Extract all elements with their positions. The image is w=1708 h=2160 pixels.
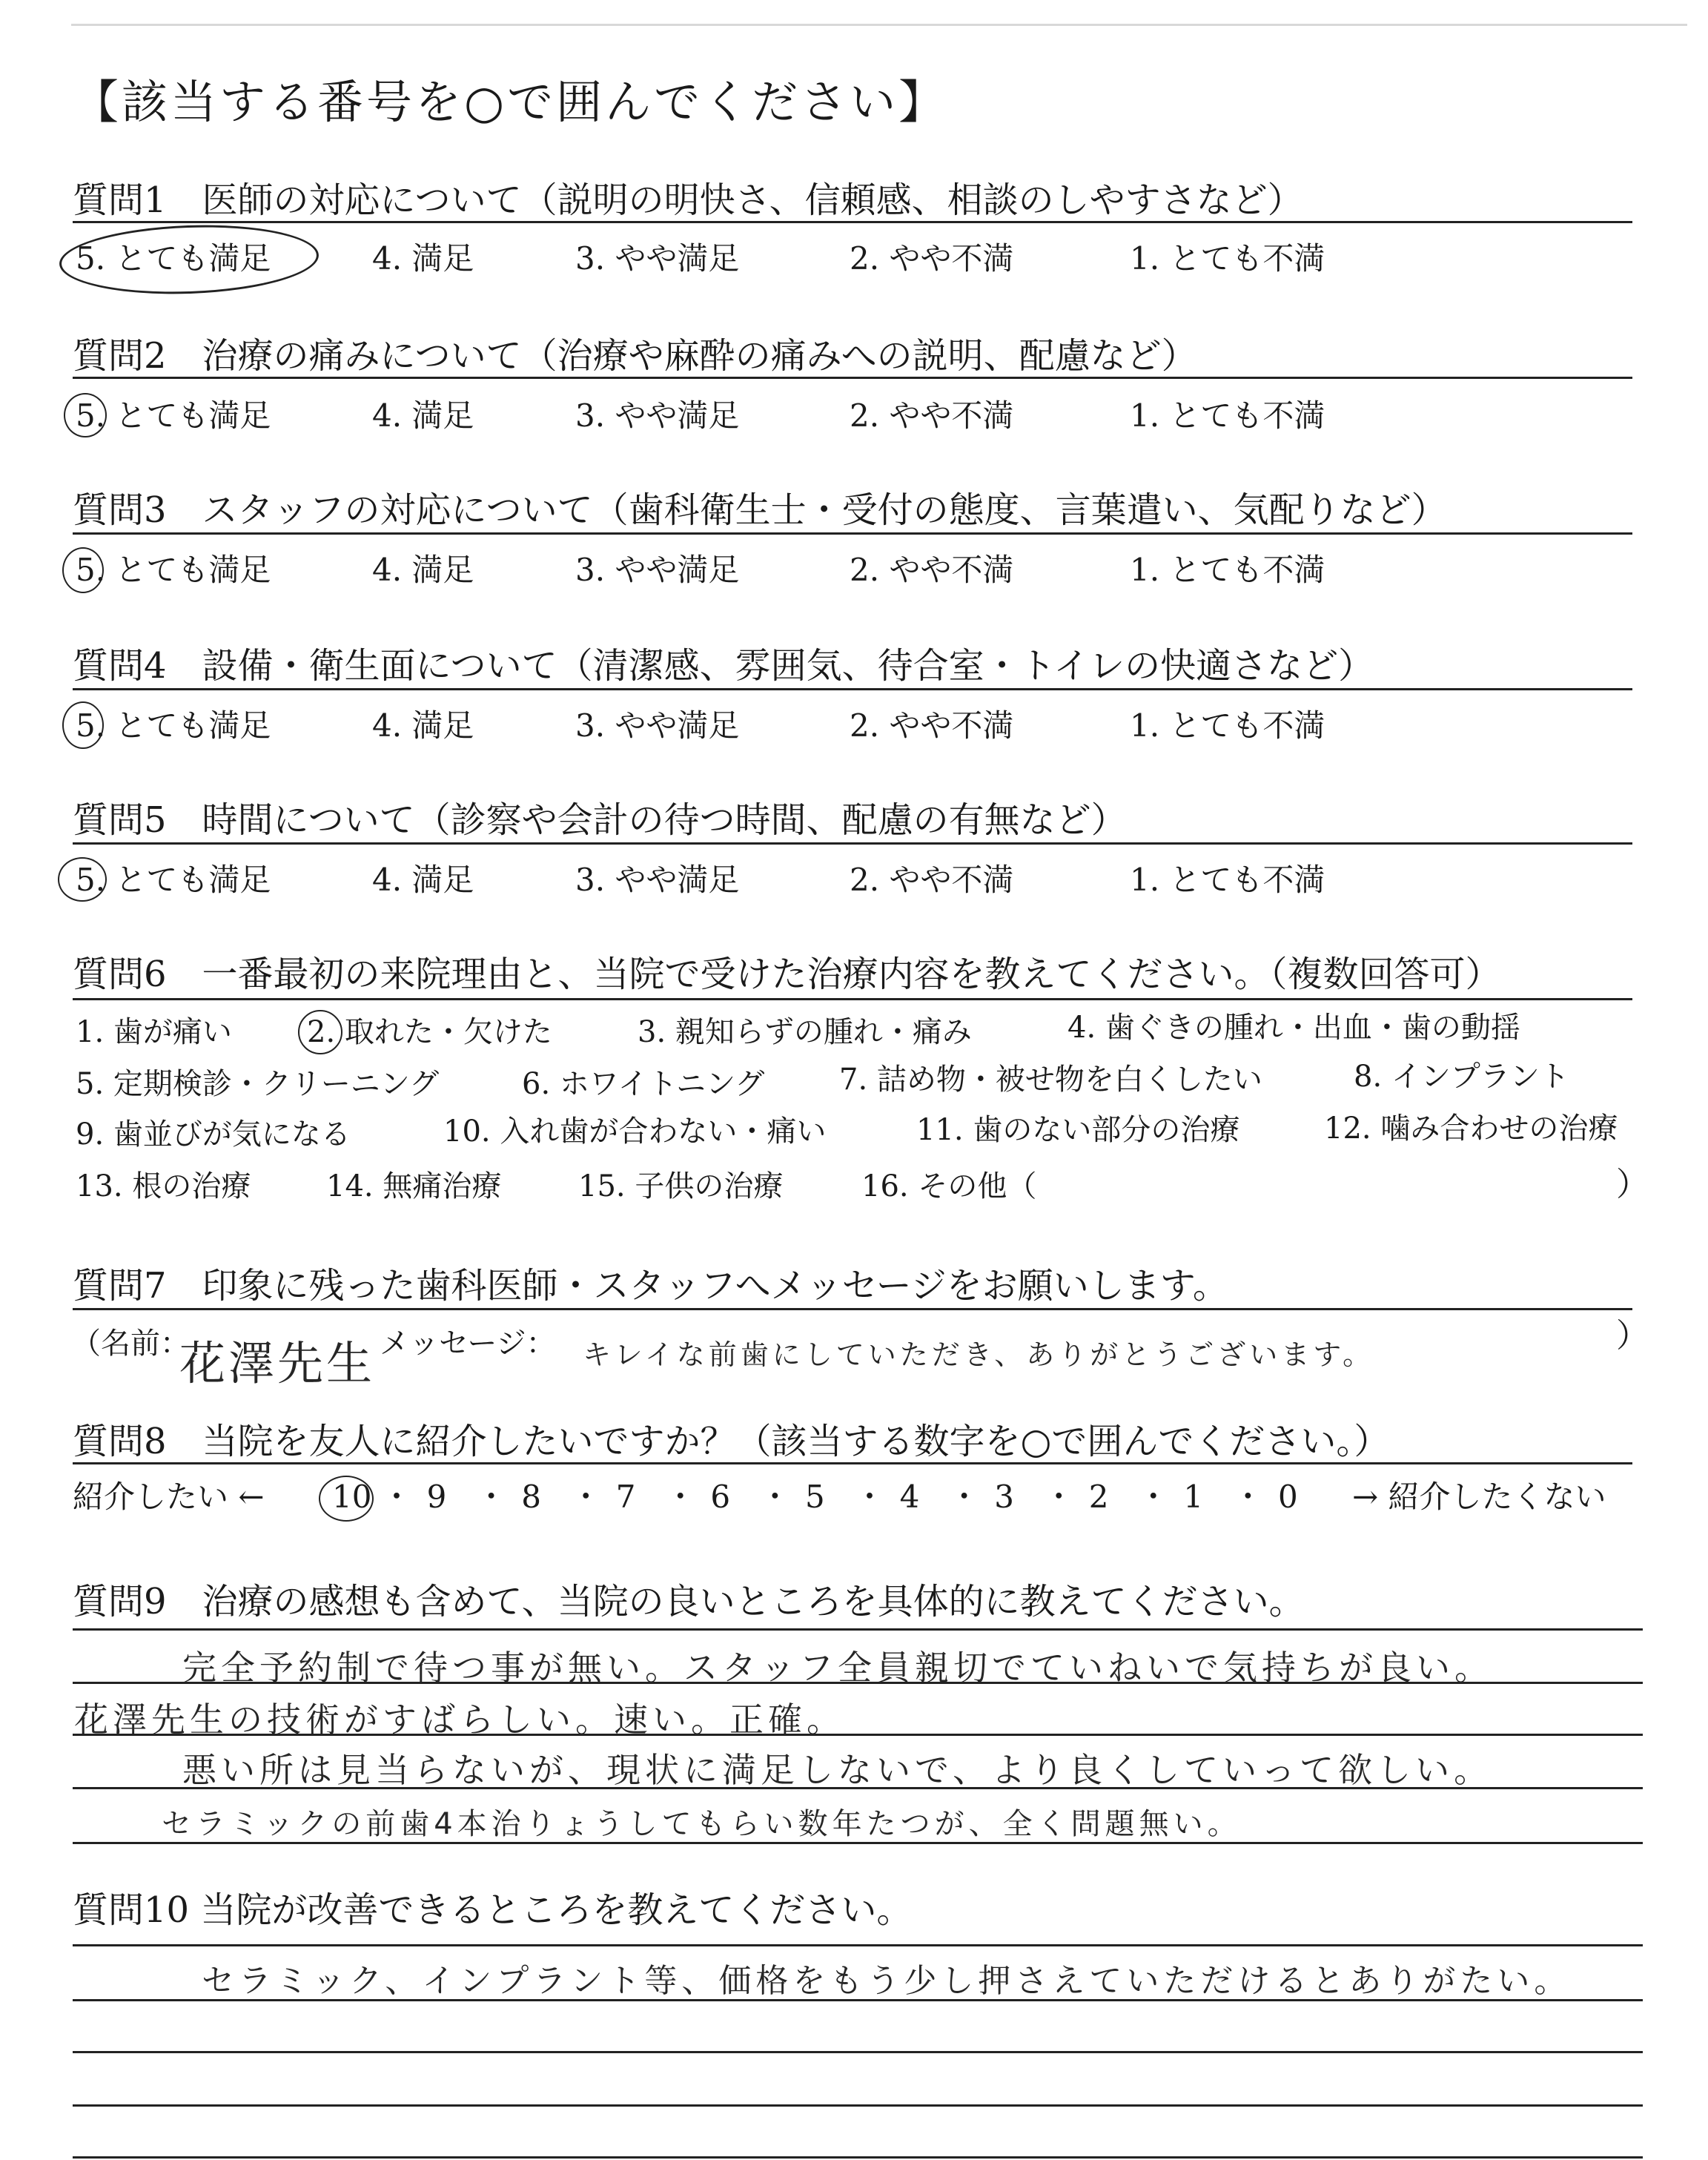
- q6-option-16[interactable]: 16. その他（: [861, 1169, 1037, 1203]
- q10-line: [73, 1944, 1643, 1946]
- q6-option-2[interactable]: 2. 取れた・欠けた: [307, 1015, 552, 1049]
- q6-option-8[interactable]: 8. インプラント: [1354, 1060, 1569, 1094]
- q6-option-9[interactable]: 9. 歯並びが気になる: [76, 1117, 351, 1152]
- q8-scale-separator: ・: [1232, 1479, 1264, 1515]
- q2-option-4[interactable]: 4. 満足: [372, 397, 474, 434]
- q6-option-6[interactable]: 6. ホワイトニング: [522, 1067, 765, 1101]
- q6-option-10[interactable]: 10. 入れ歯が合わない・痛い: [443, 1114, 827, 1149]
- q6-option-12[interactable]: 12. 噛み合わせの治療: [1324, 1112, 1618, 1146]
- q6-option-7[interactable]: 7. 詰め物・被せ物を白くしたい: [839, 1063, 1262, 1097]
- q9-answer-line[interactable]: セラミックの前歯4本治りょうしてもらい数年たつが、全く問題無い。: [162, 1807, 1242, 1841]
- q6-title: 質問6 一番最初の来院理由と、当院で受けた治療内容を教えてください。（複数回答可）: [73, 954, 1501, 995]
- q8-right-label: → 紹介したくない: [1352, 1479, 1606, 1515]
- q1-rule: [73, 221, 1632, 223]
- q9-line: [73, 1787, 1643, 1789]
- q4-selection-circle: [62, 701, 104, 749]
- q6-option-3[interactable]: 3. 親知らずの腫れ・痛み: [638, 1015, 972, 1049]
- q2-title: 質問2 治療の痛みについて（治療や麻酔の痛みへの説明、配慮など）: [73, 335, 1197, 377]
- q5-option-1[interactable]: 1. とても不満: [1130, 862, 1325, 898]
- q8-scale-option-9[interactable]: 9: [426, 1479, 447, 1515]
- q1-option-4[interactable]: 4. 満足: [372, 240, 474, 277]
- q8-scale-option-3[interactable]: 3: [994, 1479, 1014, 1515]
- q6-selection-circle: [298, 1010, 342, 1054]
- q3-option-4[interactable]: 4. 満足: [372, 552, 474, 588]
- top-border: [71, 24, 1687, 26]
- q3-option-5[interactable]: 5. とても満足: [76, 552, 271, 588]
- q5-option-2[interactable]: 2. やや不満: [850, 862, 1014, 898]
- q5-selection-circle: [58, 857, 107, 902]
- q1-option-3[interactable]: 3. やや満足: [575, 240, 740, 277]
- q3-selection-circle: [62, 547, 104, 593]
- q9-answer-line[interactable]: 花澤先生の技術がすばらしい。速い。正確。: [74, 1700, 845, 1740]
- q8-scale-option-4[interactable]: 4: [899, 1479, 920, 1515]
- q4-option-3[interactable]: 3. やや満足: [575, 707, 740, 744]
- q2-option-1[interactable]: 1. とても不満: [1130, 397, 1325, 434]
- form-title: 【該当する番号を○で囲んでください】: [73, 75, 948, 129]
- q1-title: 質問1 医師の対応について（説明の明快さ、信頼感、相談のしやすさなど）: [73, 179, 1303, 221]
- q4-rule: [73, 688, 1632, 690]
- q6-option-14[interactable]: 14. 無痛治療: [326, 1169, 502, 1203]
- q4-option-2[interactable]: 2. やや不満: [850, 707, 1014, 744]
- q3-option-1[interactable]: 1. とても不満: [1130, 552, 1325, 588]
- q9-line: [73, 1628, 1643, 1631]
- q6-option-13[interactable]: 13. 根の治療: [76, 1169, 251, 1203]
- q4-title: 質問4 設備・衛生面について（清潔感、雰囲気、待合室・トイレの快適さなど）: [73, 645, 1374, 687]
- q9-answer-line[interactable]: 悪い所は見当らないが、現状に満足しないで、より良くしていって欲しい。: [182, 1750, 1493, 1790]
- q8-scale-separator: ・: [854, 1479, 886, 1515]
- q9-line: [73, 1734, 1643, 1736]
- q4-option-4[interactable]: 4. 満足: [372, 707, 474, 744]
- q8-selection-circle: [319, 1476, 374, 1522]
- q10-line: [73, 2051, 1643, 2053]
- q3-option-3[interactable]: 3. やや満足: [575, 552, 740, 588]
- q5-option-5[interactable]: 5. とても満足: [76, 862, 271, 898]
- q8-scale-option-6[interactable]: 6: [710, 1479, 731, 1515]
- q10-line: [73, 2156, 1643, 2159]
- q7-name-label: （名前：: [71, 1327, 190, 1361]
- q1-option-1[interactable]: 1. とても不満: [1130, 240, 1325, 277]
- q8-scale-separator: ・: [948, 1479, 980, 1515]
- q7-close-paren: ）: [1616, 1317, 1649, 1355]
- q2-option-5[interactable]: 5. とても満足: [76, 397, 271, 434]
- q9-title: 質問9 治療の感想も含めて、当院の良いところを具体的に教えてください。: [73, 1581, 1305, 1622]
- q8-scale-separator: ・: [759, 1479, 791, 1515]
- q6-option-5[interactable]: 5. 定期検診・クリーニング: [76, 1067, 440, 1101]
- q10-answer-line[interactable]: セラミック、インプラント等、価格をもう少し押さえていただけるとありがたい。: [202, 1962, 1572, 2000]
- q1-option-2[interactable]: 2. やや不満: [850, 240, 1014, 277]
- q1-selection-circle: [59, 221, 320, 298]
- q8-rule: [73, 1462, 1632, 1464]
- q7-title: 質問7 印象に残った歯科医師・スタッフへメッセージをお願いします。: [73, 1265, 1228, 1307]
- q9-line: [73, 1682, 1643, 1684]
- q10-line: [73, 2104, 1643, 2107]
- q8-scale-option-7[interactable]: 7: [615, 1479, 636, 1515]
- q8-scale-separator: ・: [1137, 1479, 1169, 1515]
- q3-option-2[interactable]: 2. やや不満: [850, 552, 1014, 588]
- q9-line: [73, 1842, 1643, 1844]
- q8-scale-option-1[interactable]: 1: [1183, 1479, 1204, 1515]
- q10-title: 質問10 当院が改善できるところを教えてください。: [73, 1889, 913, 1931]
- q6-close-paren: ）: [1616, 1166, 1649, 1203]
- q6-option-15[interactable]: 15. 子供の治療: [578, 1169, 784, 1203]
- q8-scale-separator: ・: [381, 1479, 413, 1515]
- q7-message-label: メッセージ：: [380, 1327, 556, 1361]
- q2-option-3[interactable]: 3. やや満足: [575, 397, 740, 434]
- q8-scale-option-8[interactable]: 8: [521, 1479, 541, 1515]
- q8-scale-separator: ・: [664, 1479, 696, 1515]
- q6-rule: [73, 998, 1632, 1000]
- q7-message-value[interactable]: キレイな前歯にしていただき、ありがとうございます。: [583, 1338, 1375, 1371]
- q8-scale-separator: ・: [475, 1479, 507, 1515]
- q10-line: [73, 1999, 1643, 2001]
- q7-rule: [73, 1308, 1632, 1310]
- q3-title: 質問3 スタッフの対応について（歯科衛生士・受付の態度、言葉遣い、気配りなど）: [73, 489, 1447, 531]
- q8-scale-option-10[interactable]: 10: [332, 1479, 372, 1515]
- q2-rule: [73, 377, 1632, 379]
- q9-answer-line[interactable]: 完全予約制で待つ事が無い。スタッフ全員親切でていねいで気持ちが良い。: [182, 1648, 1493, 1688]
- q7-name-value[interactable]: 花澤先生: [179, 1336, 376, 1390]
- q4-option-5[interactable]: 5. とても満足: [76, 707, 271, 744]
- q6-option-11[interactable]: 11. 歯のない部分の治療: [916, 1113, 1240, 1147]
- q8-title: 質問8 当院を友人に紹介したいですか？（該当する数字を○で囲んでください。）: [73, 1421, 1390, 1462]
- q6-option-1[interactable]: 1. 歯が痛い: [76, 1015, 232, 1049]
- q4-option-1[interactable]: 1. とても不満: [1130, 707, 1325, 744]
- q5-title: 質問5 時間について（診察や会計の待つ時間、配慮の有無など）: [73, 799, 1127, 841]
- q1-option-5[interactable]: 5. とても満足: [76, 240, 271, 277]
- q5-rule: [73, 842, 1632, 845]
- q3-rule: [73, 532, 1632, 535]
- q8-scale-separator: ・: [1043, 1479, 1075, 1515]
- q8-scale-option-2[interactable]: 2: [1088, 1479, 1109, 1515]
- q2-option-2[interactable]: 2. やや不満: [850, 397, 1014, 434]
- q8-scale-option-0[interactable]: 0: [1278, 1479, 1298, 1515]
- q6-option-4[interactable]: 4. 歯ぐきの腫れ・出血・歯の動揺: [1068, 1011, 1520, 1045]
- q8-scale-separator: ・: [570, 1479, 602, 1515]
- q8-left-label: 紹介したい ←: [73, 1479, 265, 1515]
- q8-scale-option-5[interactable]: 5: [805, 1479, 825, 1515]
- q5-option-4[interactable]: 4. 満足: [372, 862, 474, 898]
- q5-option-3[interactable]: 3. やや満足: [575, 862, 740, 898]
- q2-selection-circle: [64, 393, 107, 437]
